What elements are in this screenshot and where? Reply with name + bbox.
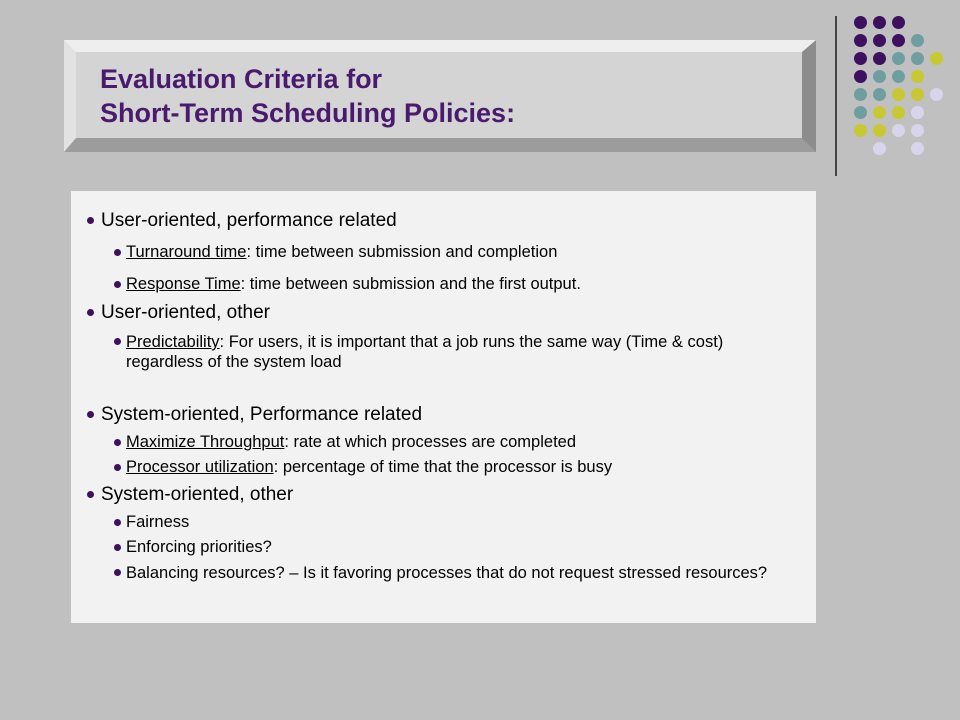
bullet-icon — [114, 519, 121, 526]
section-heading: System-oriented, Performance related — [101, 404, 422, 426]
bullet-icon — [114, 281, 121, 288]
title-line-1: Evaluation Criteria for — [100, 64, 383, 94]
term-predictability: Predictability — [126, 333, 220, 351]
term-processor-utilization: Processor utilization — [126, 458, 274, 476]
slide-title — [100, 62, 515, 130]
section-heading: System-oriented, other — [101, 484, 293, 506]
bullet-icon — [114, 439, 121, 446]
section-heading: User-oriented, performance related — [101, 210, 397, 232]
list-item: Predictability: For users, it is important that a job runs the same way (Time & cost) regardless of the system load — [126, 332, 786, 372]
section-heading: User-oriented, other — [101, 302, 270, 324]
list-item: Response Time: time between submission and the first output. — [126, 275, 581, 294]
bullet-icon — [87, 411, 94, 418]
bullet-icon — [114, 544, 121, 551]
list-item: Balancing resources? – Is it favoring processes that do not request stressed resources? — [126, 563, 786, 583]
bullet-icon — [114, 569, 121, 576]
bullet-icon — [87, 217, 94, 224]
vertical-divider — [835, 16, 837, 176]
content-panel — [71, 191, 816, 623]
list-item: Enforcing priorities? — [126, 538, 272, 557]
bullet-icon — [114, 249, 121, 256]
title-box — [64, 40, 816, 152]
bullet-icon — [114, 464, 121, 471]
list-item: Fairness — [126, 513, 189, 532]
list-item: Processor utilization: percentage of time that the processor is busy — [126, 458, 612, 477]
title-line-2: Short-Term Scheduling Policies: — [100, 98, 516, 128]
list-item: Turnaround time: time between submission and completion — [126, 243, 557, 262]
bullet-icon — [87, 491, 94, 498]
bullet-icon — [87, 309, 94, 316]
term-response-time: Response Time — [126, 275, 241, 293]
term-turnaround-time: Turnaround time — [126, 243, 247, 261]
list-item: Maximize Throughput: rate at which processes are completed — [126, 433, 576, 452]
term-maximize-throughput: Maximize Throughput — [126, 433, 285, 451]
bullet-icon — [114, 338, 121, 345]
